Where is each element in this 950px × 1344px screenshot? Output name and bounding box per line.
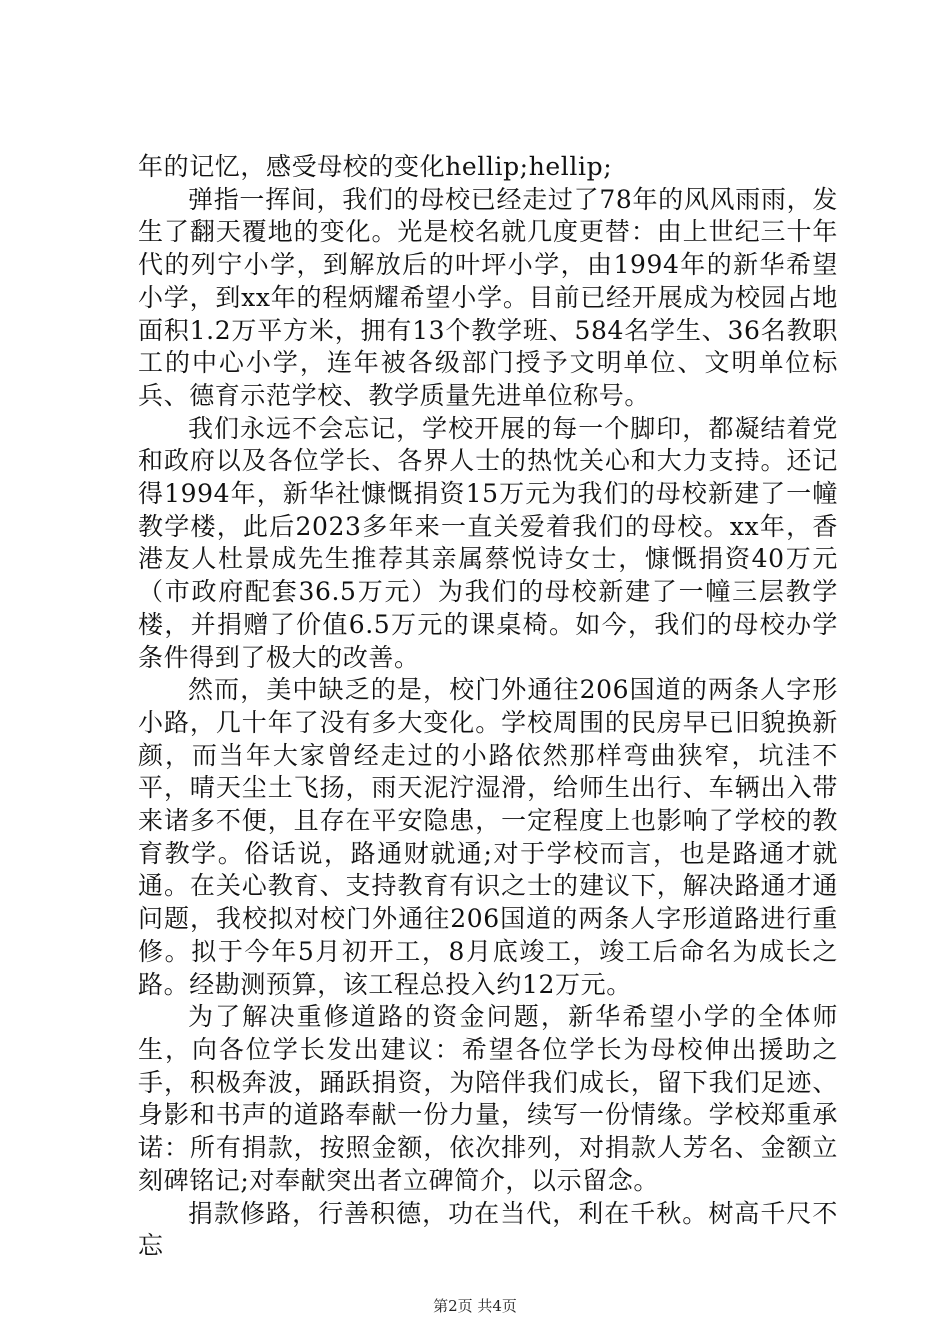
- paragraph-school-history: 弹指一挥间，我们的母校已经走过了78年的风风雨雨，发生了翻天覆地的变化。光是校名就几度更替：由上世纪三十年代的列宁小学，到解放后的叶坪小学，由1994年的新华希望小学，到xx年的程炳耀希望小学。目前已经开展成为校园占地面积1.2万平方米，拥有13个教学班、584名学生、36名教职工的中心小学，连年被各级部门授予文明单位、文明单位标兵、德育示范学校、教学质量先进单位称号。: [138, 184, 838, 410]
- document-body: [138, 151, 838, 1263]
- paragraph-closing: 捐款修路，行善积德，功在当代，利在千秋。树高千尺不忘: [138, 1198, 838, 1261]
- paragraph-donation-appeal: 为了解决重修道路的资金问题，新华希望小学的全体师生，向各位学长发出建议：希望各位学长为母校伸出援助之手，积极奔波，踊跃捐资，为陪伴我们成长，留下我们足迹、身影和书声的道路奉献一份力量，续写一份情缘。学校郑重承诺：所有捐款，按照金额，依次排列，对捐款人芳名、金额立刻碑铭记;对奉献突出者立碑简介，以示留念。: [138, 1002, 838, 1195]
- page-footer: 第2页 共4页: [433, 1297, 517, 1315]
- paragraph-continuation: 年的记忆，感受母校的变化hellip;hellip;: [138, 152, 613, 181]
- paragraph-road-problem: 然而，美中缺乏的是，校门外通往206国道的两条人字形小路，几十年了没有多大变化。学校周围的民房早已旧貌换新颜，而当年大家曾经走过的小路依然那样弯曲狭窄，坑洼不平，晴天尘土飞扬，雨天泥泞湿滑，给师生出行、车辆出入带来诸多不便，且存在平安隐患，一定程度上也影响了学校的教育教学。俗话说，路通财就通;对于学校而言，也是路通才就通。在关心教育、支持教育有识之士的建议下，解决路通才通问题，我校拟对校门外通往206国道的两条人字形道路进行重修。拟于今年5月初开工，8月底竣工，竣工后命名为成长之路。经勘测预算，该工程总投入约12万元。: [138, 675, 838, 999]
- paragraph-support-donations: 我们永远不会忘记，学校开展的每一个脚印，都凝结着党和政府以及各位学长、各界人士的热忱关心和大力支持。还记得1994年，新华社慷慨捐资15万元为我们的母校新建了一幢教学楼，此后2023多年来一直关爱着我们的母校。xx年，香港友人杜景成先生推荐其亲属蔡悦诗女士，慷慨捐资40万元（市政府配套36.5万元）为我们的母校新建了一幢三层教学楼，并捐赠了价值6.5万元的课桌椅。如今，我们的母校办学条件得到了极大的改善。: [138, 413, 838, 672]
